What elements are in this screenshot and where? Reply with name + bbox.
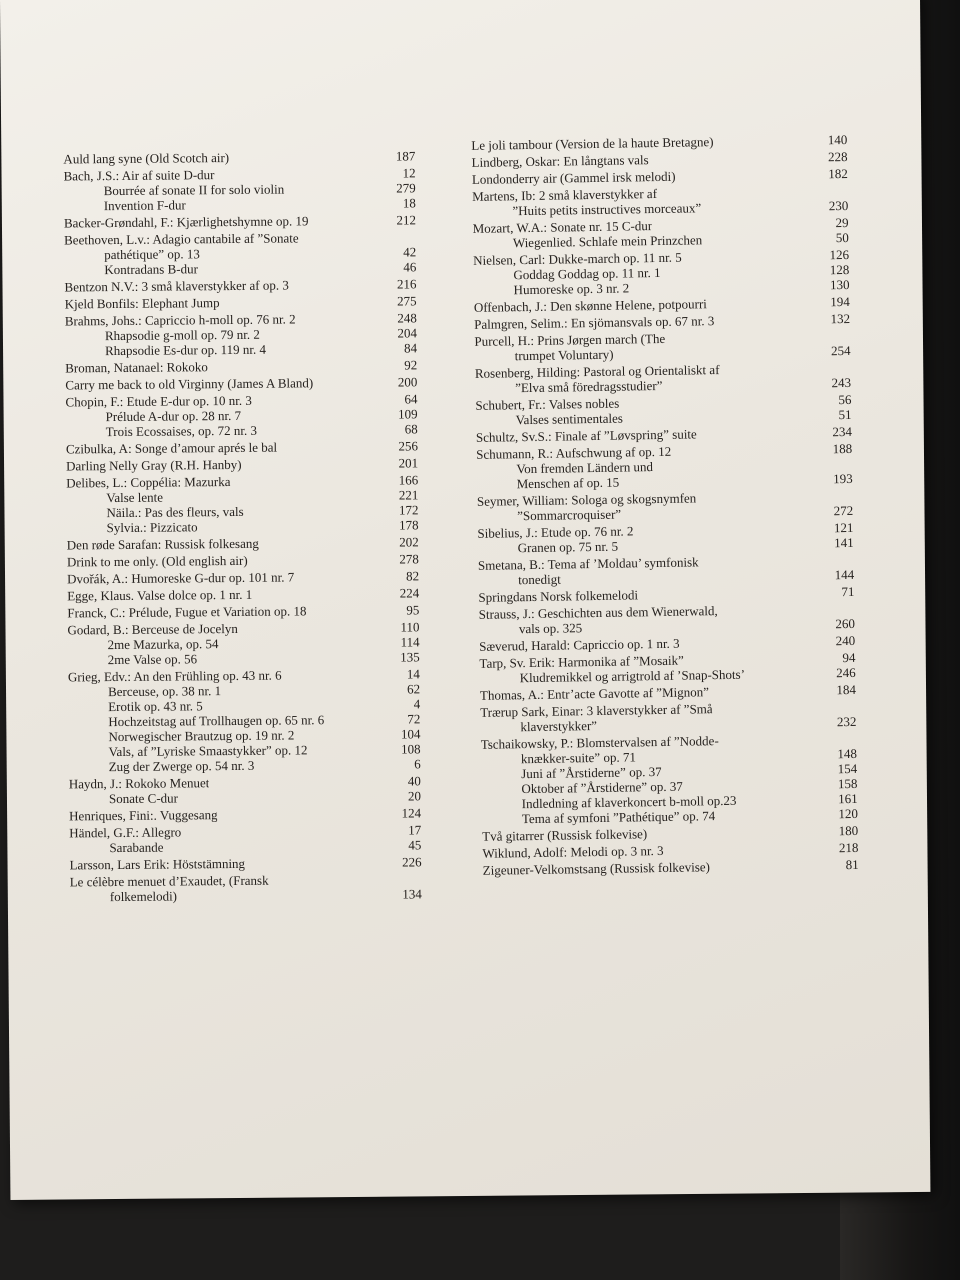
page-number: 84 <box>403 340 418 356</box>
page-number: 40 <box>407 773 421 789</box>
page-number: 178 <box>399 517 419 533</box>
entry-title: Le célèbre menuet d’Exaudet, (Fransk <box>69 872 269 890</box>
index-sub-line <box>64 195 416 213</box>
page-number: 108 <box>400 741 421 757</box>
index-entry <box>67 568 419 586</box>
page-number: 92 <box>404 357 418 373</box>
page-number: 109 <box>398 406 418 422</box>
entry-title: Haydn, J.: Rokoko Menuet <box>68 775 210 792</box>
index-entry <box>69 805 421 823</box>
index-entry <box>64 229 416 277</box>
index-line <box>67 585 419 603</box>
page-number: 126 <box>829 246 850 263</box>
entry-title: trumpet Voluntary) <box>514 346 614 364</box>
page-number: 188 <box>832 440 853 457</box>
index-entry <box>480 699 856 735</box>
index-entry <box>69 854 421 872</box>
index-entry <box>477 520 853 556</box>
index-sub-line <box>69 756 421 774</box>
index-line <box>67 551 419 569</box>
entry-title: Sibelius, J.: Etude op. 76 nr. 2 <box>477 523 634 541</box>
index-line <box>483 857 859 878</box>
index-line <box>70 886 422 904</box>
page-number <box>820 564 854 565</box>
page-number: 114 <box>400 634 420 650</box>
page-number: 94 <box>842 649 856 666</box>
page-number: 246 <box>836 664 856 681</box>
page-number: 134 <box>402 886 422 902</box>
index-entry <box>475 360 851 396</box>
page-number: 104 <box>400 726 421 742</box>
index-column-right <box>471 132 859 880</box>
entry-title: 2me Mazurka, op. 54 <box>107 636 219 653</box>
page-number: 154 <box>837 760 858 777</box>
index-entry <box>65 310 417 358</box>
index-entry <box>476 441 853 492</box>
entry-title: Näila.: Pas des fleurs, vals <box>106 503 244 521</box>
page-number: 120 <box>838 805 858 822</box>
entry-title: Le joli tambour (Version de la haute Bretagne) <box>471 134 714 153</box>
page-number: 4 <box>413 696 421 712</box>
entry-title: Tschaikowsky, P.: Blomstervalsen af ”Nodde- <box>480 733 719 752</box>
index-entry <box>477 488 853 524</box>
index-entry <box>64 276 416 294</box>
page-number: 42 <box>403 244 417 260</box>
entry-title: Offenbach, J.: Den skønne Helene, potpourri <box>473 296 707 315</box>
index-line <box>67 602 419 620</box>
index-entry <box>473 247 850 298</box>
entry-title: Lindberg, Oskar: En långtans vals <box>471 152 649 170</box>
entry-title: Seymer, William: Sologa og skogsnymfen <box>476 490 697 509</box>
page-number: 128 <box>829 261 850 278</box>
entry-title: Indledning af klaverkoncert b-moll op.23 <box>521 792 737 812</box>
page-number: 275 <box>397 293 417 309</box>
index-entry <box>479 650 855 686</box>
entry-title: ”Elva små föredragsstudier” <box>515 377 663 396</box>
page-number: 62 <box>406 681 421 697</box>
page-number: 204 <box>397 325 417 341</box>
entry-title: Kjeld Bonfils: Elephant Jump <box>64 295 220 312</box>
page-number: 71 <box>841 583 855 600</box>
index-entry <box>67 585 419 603</box>
index-entry <box>65 374 417 392</box>
page-number: 221 <box>398 487 419 503</box>
index-entry <box>69 773 421 806</box>
entry-title: Den røde Sarafan: Russisk folkesang <box>66 535 259 553</box>
entry-title: Tarp, Sv. Erik: Harmonika af ”Mosaik” <box>479 652 684 671</box>
page-number: 230 <box>828 197 849 214</box>
page-number <box>823 743 857 744</box>
page-number <box>822 711 856 712</box>
entry-title: Bourrée af sonate II for solo violin <box>103 181 285 199</box>
page-number: 81 <box>845 856 859 873</box>
page-number: 278 <box>399 551 419 567</box>
entry-title: Martens, Ib: 2 små klaverstykker af <box>472 185 658 204</box>
entry-title: Darling Nelly Gray (R.H. Hanby) <box>66 456 242 474</box>
page-number: 158 <box>837 775 858 792</box>
page-number: 95 <box>406 602 420 618</box>
entry-title: Rhapsodie g-moll op. 79 nr. 2 <box>104 326 260 344</box>
page-number: 130 <box>829 276 850 293</box>
index-entry <box>474 328 850 364</box>
page-number: 232 <box>836 713 857 730</box>
entry-title: Auld lang syne (Old Scotch air) <box>63 150 230 167</box>
entry-title: Zug der Zwerge op. 54 nr. 3 <box>108 757 255 775</box>
page-number: 200 <box>397 374 418 390</box>
index-entry <box>65 357 417 375</box>
page-number: 201 <box>398 455 419 471</box>
entry-title: folkemelodi) <box>109 888 178 905</box>
index-entry <box>65 293 417 311</box>
index-entry <box>65 391 417 439</box>
entry-title: Delibes, L.: Coppélia: Mazurka <box>66 474 231 491</box>
page-number: 56 <box>838 391 852 408</box>
page-number: 279 <box>396 180 416 196</box>
page-number: 124 <box>401 805 422 821</box>
page-number: 6 <box>414 756 421 772</box>
page-number: 132 <box>830 310 851 327</box>
page-number: 68 <box>404 421 418 437</box>
entry-title: Dvořák, A.: Humoreske G-dur op. 101 nr. 7 <box>66 569 295 587</box>
page-number: 194 <box>830 293 850 310</box>
index-line <box>66 438 418 456</box>
page-number: 260 <box>835 615 856 632</box>
page-number: 172 <box>398 502 419 518</box>
entry-title: Prélude A-dur op. 28 nr. 7 <box>105 407 242 425</box>
entry-title: Grieg, Edv.: An den Frühling op. 43 nr. 6 <box>67 667 282 685</box>
index-entry <box>63 148 415 166</box>
index-entry <box>69 822 421 855</box>
page-number <box>818 468 852 469</box>
page-number: 240 <box>835 632 856 649</box>
index-entry <box>67 534 419 552</box>
page-number: 50 <box>835 229 849 246</box>
page-number: 14 <box>406 666 420 682</box>
index-entry <box>473 215 849 251</box>
index-line <box>64 276 416 294</box>
entry-title: Bentzon N.V.: 3 små klaverstykker af op. 3 <box>64 277 289 295</box>
entry-title: Londonderry air (Gammel irsk melodi) <box>471 168 676 187</box>
index-sub-line <box>68 649 420 667</box>
index-sub-line <box>69 837 421 855</box>
index-entry <box>67 619 419 667</box>
page-number: 46 <box>403 259 417 275</box>
page-number: 182 <box>828 165 848 182</box>
page-number: 51 <box>838 406 852 423</box>
entry-title: ”Huits petits instructives morceaux” <box>512 200 702 219</box>
entry-title: Godard, B.: Berceuse de Jocelyn <box>67 620 238 638</box>
entry-title: Thomas, A.: Entr’acte Gavotte af ”Mignon” <box>479 684 710 703</box>
entry-title: Nielsen, Carl: Dukke-march op. 11 nr. 5 <box>473 249 682 268</box>
page-number: 148 <box>837 745 858 762</box>
page-number <box>814 195 848 196</box>
page-number: 29 <box>835 214 849 231</box>
entry-title: Vals, af ”Lyriske Smaastykker” op. 12 <box>108 742 308 760</box>
entry-title: Rhapsodie Es-dur op. 119 nr. 4 <box>104 341 267 359</box>
index-entry <box>479 601 855 637</box>
entry-title: Trærup Sark, Einar: 3 klaverstykker af ”Små <box>480 701 713 720</box>
entry-title: Sæverud, Harald: Capriccio op. 1 nr. 3 <box>479 635 680 654</box>
index-line <box>63 148 415 166</box>
index-entry <box>481 731 858 827</box>
page-number: 135 <box>400 649 420 665</box>
page-number: 121 <box>833 519 854 536</box>
page-number: 254 <box>830 342 851 359</box>
entry-title: Schubert, Fr.: Valses nobles <box>475 395 620 413</box>
page-number: 110 <box>400 619 420 635</box>
index-entry <box>472 183 848 219</box>
index-sub-line <box>69 788 421 806</box>
index-line <box>69 805 421 823</box>
entry-title: Henriques, Fini:. Vuggesang <box>69 807 218 824</box>
entry-title: Humoreske op. 3 nr. 2 <box>513 280 630 298</box>
entry-title: Kludremikkel og arrigtrold af ’Snap-Shots’ <box>519 666 746 686</box>
entry-title: Kontradans B-dur <box>104 261 198 278</box>
page-number: 45 <box>408 837 422 853</box>
entry-title: Granen op. 75 nr. 5 <box>517 538 619 556</box>
entry-title: Tema af symfoni ”Pathétique” op. 74 <box>521 808 716 827</box>
index-entry <box>483 857 859 878</box>
index-entry <box>66 438 418 456</box>
page-number: 141 <box>834 534 854 551</box>
entry-title: Juni af ”Årstiderne” op. 37 <box>521 763 662 782</box>
index-line <box>65 293 417 311</box>
page-number: 234 <box>832 423 852 440</box>
page-number: 144 <box>834 566 855 583</box>
entry-title: Brahms, Johs.: Capriccio h-moll op. 76 nr. 2 <box>64 311 296 329</box>
entry-title: Franck, C.: Prélude, Fugue et Variation op. 18 <box>67 603 307 621</box>
page-number: 202 <box>399 534 419 550</box>
index-line <box>65 357 417 375</box>
page-number: 216 <box>396 276 417 292</box>
entry-title: Purcell, H.: Prins Jørgen march (The <box>474 330 666 349</box>
index-entry <box>66 455 418 473</box>
page-number: 226 <box>401 854 422 870</box>
index-entry <box>63 165 415 213</box>
page-number: 180 <box>838 822 859 839</box>
page-number: 228 <box>827 148 848 165</box>
page-number <box>817 372 851 373</box>
entry-title: 2me Valse op. 56 <box>107 651 198 668</box>
index-line <box>69 854 421 872</box>
entry-title: Mozart, W.A.: Sonate nr. 15 C-dur <box>472 218 653 236</box>
page-number: 272 <box>833 502 854 519</box>
entry-title: Von fremden Ländern und <box>516 459 654 477</box>
page-number: 18 <box>402 195 416 211</box>
entry-title: Larsson, Lars Erik: Höststämning <box>69 855 246 873</box>
index-line <box>67 568 419 586</box>
page-number: 248 <box>397 310 417 326</box>
entry-title: Berceuse, op. 38 nr. 1 <box>107 683 222 700</box>
entry-title: Invention F-dur <box>103 197 186 214</box>
page-number: 82 <box>405 568 420 584</box>
entry-title: Rosenberg, Hilding: Pastoral og Orientaliskt af <box>474 362 720 381</box>
entry-title: Zigeuner-Velkomstsang (Russisk folkevise) <box>482 859 711 878</box>
index-entry <box>67 551 419 569</box>
entry-title: Valses sentimentales <box>515 410 623 428</box>
index-entry <box>70 871 422 904</box>
entry-title: Broman, Natanael: Rokoko <box>65 359 208 376</box>
page-number: 140 <box>827 131 848 148</box>
page-number: 161 <box>838 790 858 807</box>
entry-title: Carry me back to old Virginny (James A Bland) <box>65 375 314 393</box>
entry-title: knækker-suite” op. 71 <box>520 749 637 767</box>
page-number: 20 <box>407 788 422 804</box>
entry-title: Oktober af ”Årstiderne” op. 37 <box>521 778 683 797</box>
entry-title: Chopin, F.: Etude E-dur op. 10 nr. 3 <box>65 392 252 410</box>
entry-title: Erotik op. 43 nr. 5 <box>108 698 203 715</box>
entry-title: vals op. 325 <box>518 620 583 637</box>
entry-title: Backer-Grøndahl, F.: Kjærlighetshymne op. 19 <box>63 213 309 231</box>
entry-title: Springdans Norsk folkemelodi <box>478 587 639 605</box>
entry-title: Palmgren, Selim.: En sjömansvals op. 67 nr. 3 <box>474 313 715 332</box>
entry-title: Schultz, Sv.S.: Finale af ”Løvspring” suite <box>475 426 697 445</box>
entry-title: Menschen af op. 15 <box>516 474 620 492</box>
index-entry <box>478 552 854 588</box>
index-line <box>65 374 417 392</box>
index-sub-line <box>64 259 416 277</box>
page-number: 72 <box>407 711 421 727</box>
entry-title: Hochzeitstag auf Trollhaugen op. 65 nr. 6 <box>108 712 325 730</box>
entry-title: Goddag Goddag op. 11 nr. 1 <box>513 264 661 283</box>
page-number: 12 <box>402 165 416 181</box>
entry-title: Wiegenlied. Schlafe mein Prinzchen <box>512 232 703 251</box>
entry-title: Två gitarrer (Russisk folkevise) <box>482 826 648 844</box>
entry-title: tonedigt <box>518 571 561 588</box>
entry-title: pathétique” op. 13 <box>104 246 200 263</box>
page-number: 184 <box>836 681 857 698</box>
page-number: 256 <box>398 438 418 454</box>
entry-title: Smetana, B.: Tema af ’Moldau’ symfonisk <box>477 554 699 573</box>
entry-title: Sonate C-dur <box>108 790 179 807</box>
index-entry <box>68 666 421 774</box>
page-number: 243 <box>831 374 852 391</box>
index-column-left <box>63 148 422 906</box>
index-entry <box>67 602 419 620</box>
page-number <box>819 500 853 501</box>
entry-title: Schumann, R.: Aufschwung af op. 12 <box>476 443 672 462</box>
index-entry <box>66 472 419 535</box>
index-line <box>67 534 419 552</box>
page-number: 17 <box>408 822 422 838</box>
entry-title: Strauss, J.: Geschichten aus dem Wienerwald, <box>478 603 718 622</box>
entry-title: Drink to me only. (Old english air) <box>66 552 248 570</box>
page-number: 187 <box>395 148 416 164</box>
index-sub-line <box>65 340 417 358</box>
index-entry <box>475 392 851 428</box>
entry-title: Bach, J.S.: Air af suite D-dur <box>63 167 215 184</box>
index-entry <box>64 212 416 230</box>
entry-title: Valse lente <box>106 489 164 506</box>
entry-title: Trois Ecossaises, op. 72 nr. 3 <box>105 422 258 440</box>
entry-title: Sarabande <box>109 839 164 856</box>
index-line <box>64 212 416 230</box>
entry-title: Czibulka, A: Songe d’amour aprés le bal <box>65 439 278 457</box>
page-number: 212 <box>396 212 417 228</box>
entry-title: Wiklund, Adolf: Melodi op. 3 nr. 3 <box>482 842 664 861</box>
page-number <box>816 340 850 341</box>
entry-title: Norwegischer Brautzug op. 19 nr. 2 <box>108 727 295 745</box>
entry-title: Beethoven, L.v.: Adagio cantabile af ”Sonate <box>64 230 299 248</box>
entry-title: klaverstykker” <box>520 717 598 735</box>
page-number: 193 <box>833 470 853 487</box>
index-sub-line <box>66 421 418 439</box>
page-number: 218 <box>838 839 859 856</box>
entry-title: ”Sommarcroquiser” <box>517 506 622 524</box>
page-number <box>821 613 855 614</box>
entry-title: Sylvia.: Pizzicato <box>106 519 198 536</box>
index-sub-line <box>67 517 419 535</box>
page-number: 64 <box>404 391 418 407</box>
page-number: 224 <box>399 585 420 601</box>
index-line <box>66 455 418 473</box>
entry-title: Egge, Klaus. Valse dolce op. 1 nr. 1 <box>67 586 253 604</box>
page-number: 166 <box>398 472 419 488</box>
entry-title: Händel, G.F.: Allegro <box>69 824 182 841</box>
